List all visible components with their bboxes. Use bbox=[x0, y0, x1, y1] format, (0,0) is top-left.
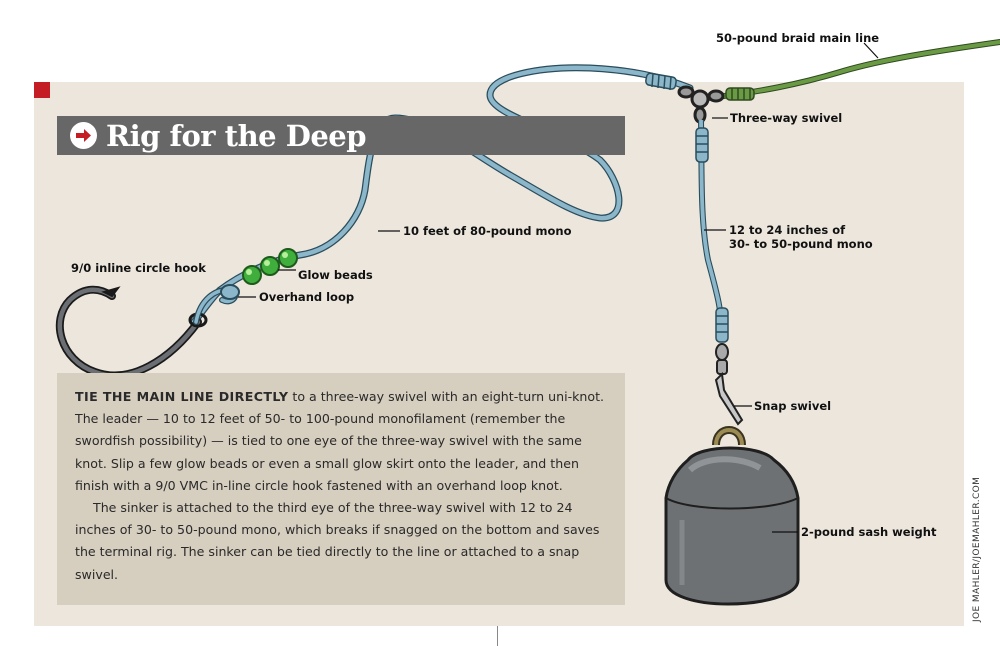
snap-swivel-graphic bbox=[716, 344, 742, 424]
label-sash-weight: 2-pound sash weight bbox=[801, 525, 937, 539]
body-paragraph-1 bbox=[75, 386, 611, 497]
sash-weight-graphic bbox=[666, 430, 798, 604]
body-lead-in: TIE THE MAIN LINE DIRECTLY bbox=[75, 389, 289, 404]
glow-beads-graphic bbox=[243, 249, 297, 284]
body-text-box bbox=[57, 373, 625, 605]
label-80lb-mono: 10 feet of 80-pound mono bbox=[403, 224, 572, 238]
mono-leader-80lb bbox=[194, 68, 690, 322]
label-circle-hook: 9/0 inline circle hook bbox=[71, 261, 206, 275]
label-three-way-swivel: Three-way swivel bbox=[730, 111, 843, 125]
three-way-swivel-graphic bbox=[679, 87, 723, 122]
label-dropper-line1: 12 to 24 inches of bbox=[729, 223, 846, 237]
body-paragraph-1-text: to a three-way swivel with an eight-turn uni-knot. The leader — 10 to 12 feet of 50- to 100-pound monofilament (remember the swordfish possibility) — is tied to one eye of the three-way swivel with the same knot. Slip a few glow beads or even a small glow skirt onto the leader, and then finish with a 9/0 VMC in-line circle hook fastened with an overhand loop knot. bbox=[75, 389, 605, 493]
title-bar bbox=[57, 116, 625, 155]
label-snap-swivel: Snap swivel bbox=[754, 399, 832, 413]
body-paragraph-2: The sinker is attached to the third eye of the three-way swivel with 12 to 24 inches of 30- to 50-pound mono, which breaks if snagged on the bottom and saves the terminal rig. The sinker can be tied directly to the line or attached to a snap swivel. bbox=[75, 500, 600, 582]
uni-knot-main bbox=[726, 88, 754, 100]
label-overhand-loop: Overhand loop bbox=[259, 290, 355, 304]
page-title: Rig for the Deep bbox=[106, 118, 367, 153]
dropper-mono bbox=[696, 120, 728, 342]
uni-knot-leader bbox=[645, 73, 677, 90]
label-dropper-line2: 30- to 50-pound mono bbox=[729, 237, 873, 251]
circle-hook-graphic bbox=[60, 288, 206, 375]
label-glow-beads: Glow beads bbox=[298, 268, 373, 282]
label-braid-main-line: 50-pound braid main line bbox=[716, 31, 880, 45]
arrow-right-icon bbox=[70, 122, 97, 149]
page-fold-mark bbox=[497, 626, 498, 646]
illustration-credit: JOE MAHLER/JOEMAHLER.COM bbox=[972, 476, 982, 622]
